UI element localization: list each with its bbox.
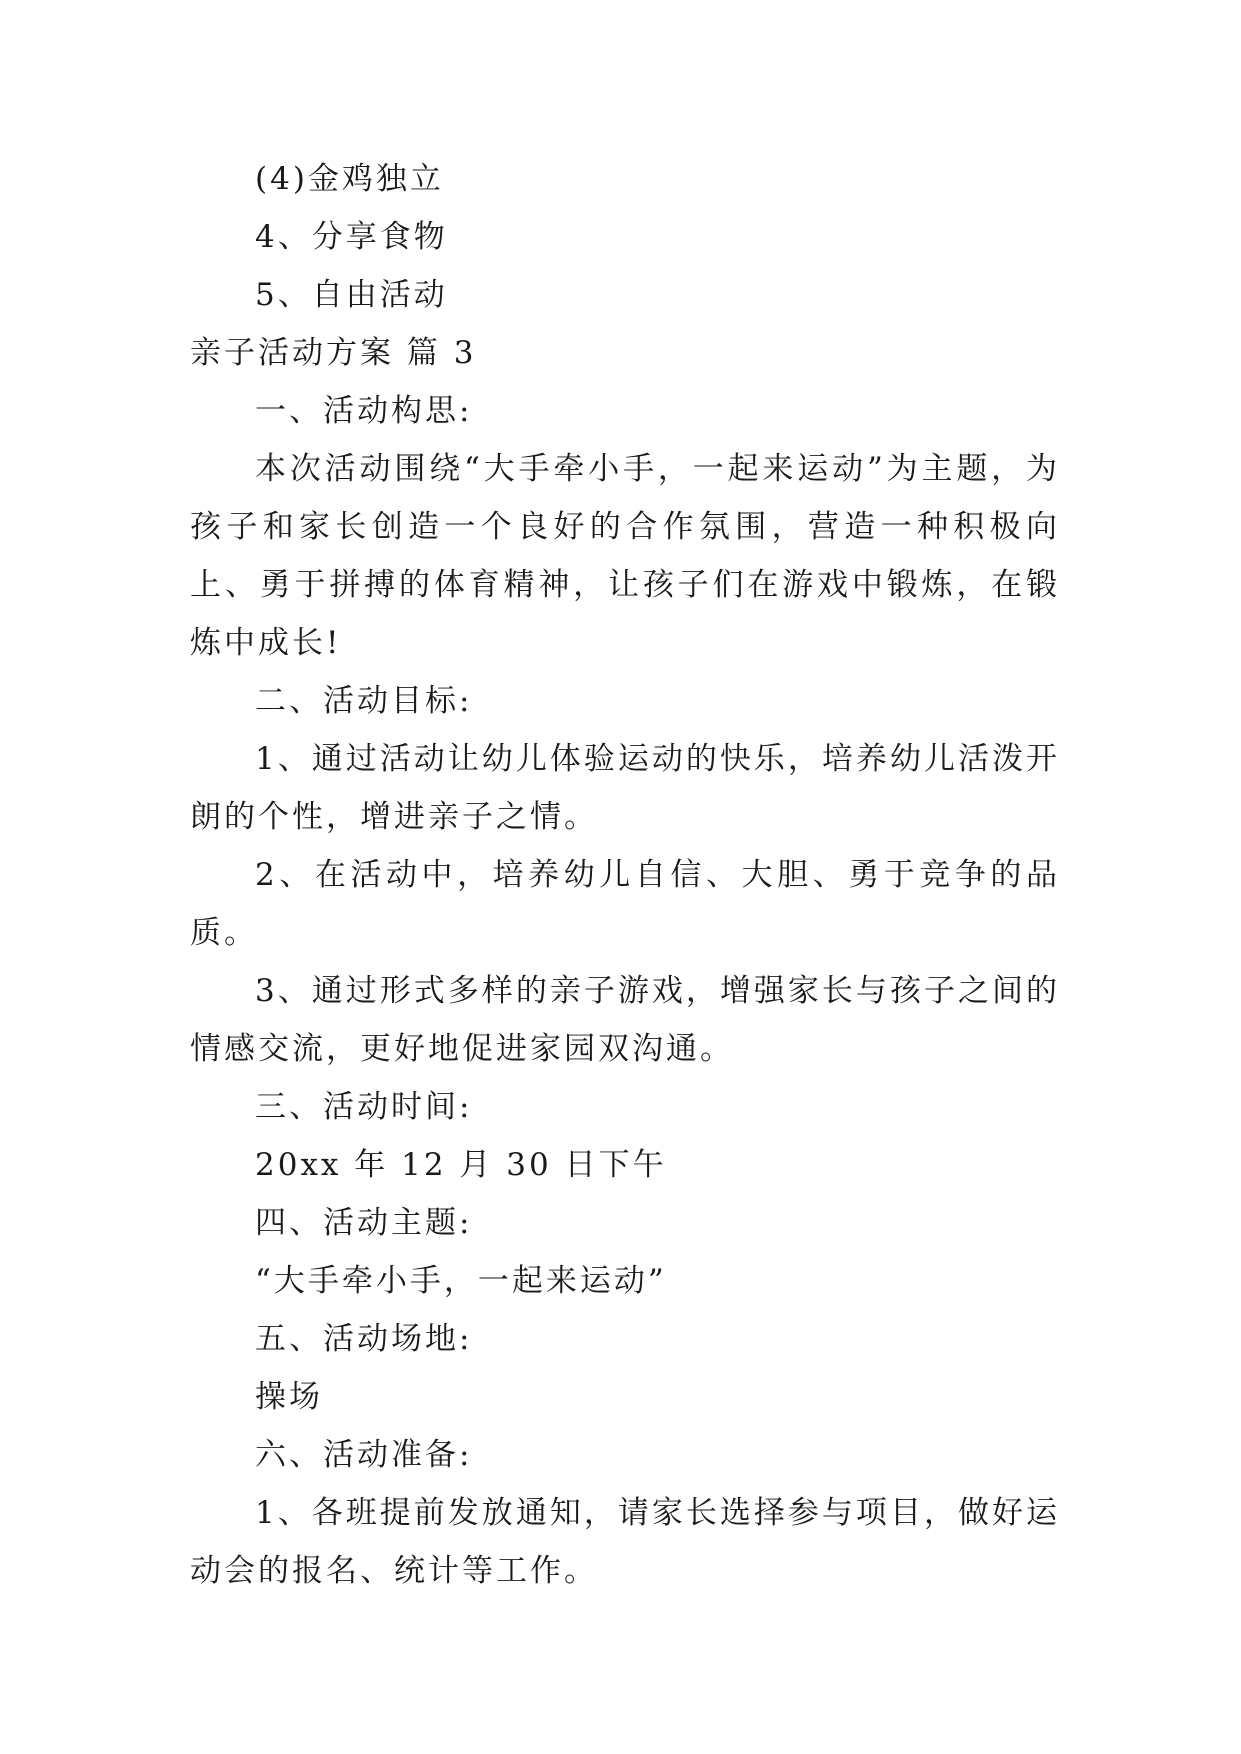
theme-value: “大手牵小手，一起来运动”	[255, 1263, 667, 1299]
goal-item-2: 2、在活动中，培养幼儿自信、大胆、勇于竞争的品质。	[190, 857, 1060, 951]
heading-concept: 一、活动构思:	[255, 393, 473, 429]
paragraph-concept: 本次活动围绕“大手牵小手，一起来运动”为主题，为孩子和家长创造一个良好的合作氛围，营造一种积极向上、勇于拼搏的体育精神，让孩子们在游戏中锻炼，在锻炼中成长!	[190, 451, 1060, 661]
document-body	[190, 150, 1060, 1600]
heading-goals: 二、活动目标:	[255, 683, 473, 719]
heading-preparation: 六、活动准备:	[255, 1437, 473, 1473]
heading-venue: 五、活动场地:	[255, 1321, 473, 1357]
venue-value: 操场	[255, 1379, 323, 1415]
goal-item-3: 3、通过形式多样的亲子游戏，增强家长与孩子之间的情感交流，更好地促进家园双沟通。	[190, 973, 1060, 1067]
goal-item-1: 1、通过活动让幼儿体验运动的快乐，培养幼儿活泼开朗的个性，增进亲子之情。	[190, 741, 1060, 835]
heading-time: 三、活动时间:	[255, 1089, 473, 1125]
list-item-golden-rooster: (4)金鸡独立	[255, 161, 444, 197]
heading-theme: 四、活动主题:	[255, 1205, 473, 1241]
preparation-item-1: 1、各班提前发放通知，请家长选择参与项目，做好运动会的报名、统计等工作。	[190, 1495, 1060, 1589]
list-item-share-food: 4、分享食物	[255, 219, 448, 255]
section-title: 亲子活动方案 篇 3	[190, 335, 477, 371]
time-value: 20xx 年 12 月 30 日下午	[255, 1147, 667, 1183]
list-item-free-activity: 5、自由活动	[255, 277, 448, 313]
